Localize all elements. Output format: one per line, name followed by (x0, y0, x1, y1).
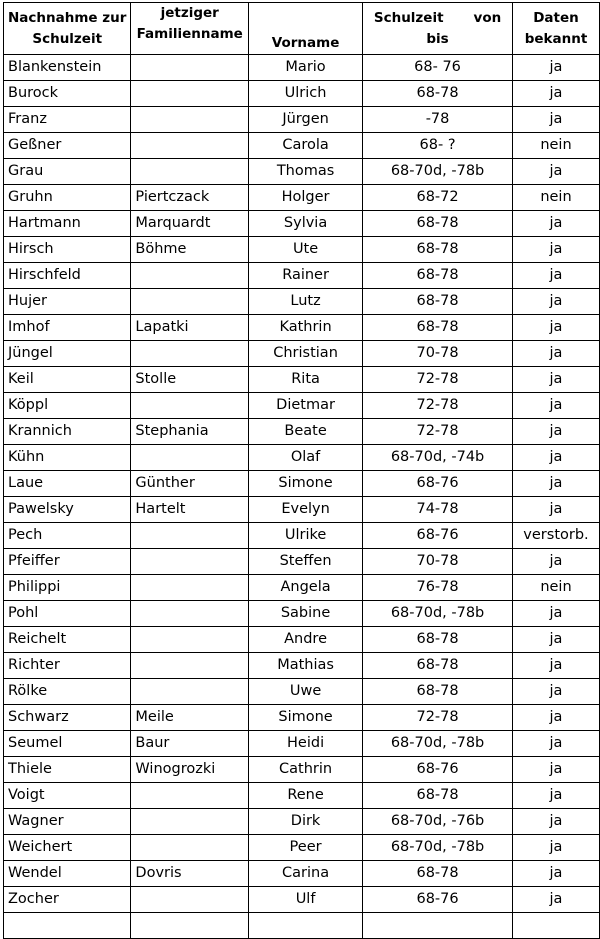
cell-current-name: Stephania (131, 419, 249, 445)
cell-data-known: ja (512, 341, 599, 367)
table-body (4, 55, 600, 939)
cell-school-time: 68-70d, -78b (363, 731, 513, 757)
table-row (4, 315, 600, 341)
cell-current-name (131, 653, 249, 679)
cell-last-name: Thiele (4, 757, 131, 783)
cell-data-known: ja (512, 471, 599, 497)
cell-school-time: 68-78 (363, 679, 513, 705)
cell-current-name (131, 263, 249, 289)
cell-current-name (131, 627, 249, 653)
cell-data-known: ja (512, 367, 599, 393)
header-school-time-line1 (367, 8, 508, 29)
cell-data-known: ja (512, 159, 599, 185)
cell-current-name (131, 549, 249, 575)
cell-current-name: Böhme (131, 237, 249, 263)
cell-school-time: 68-70d, -76b (363, 809, 513, 835)
cell-last-name: Rölke (4, 679, 131, 705)
cell-data-known: nein (512, 133, 599, 159)
cell-current-name (131, 809, 249, 835)
table-row (4, 731, 600, 757)
cell-last-name: Jüngel (4, 341, 131, 367)
cell-first-name: Ute (249, 237, 363, 263)
cell-first-name: Rainer (249, 263, 363, 289)
cell-data-known: ja (512, 211, 599, 237)
cell-last-name: Köppl (4, 393, 131, 419)
cell-school-time: 74-78 (363, 497, 513, 523)
table-row (4, 861, 600, 887)
cell-school-time: 68-70d, -78b (363, 601, 513, 627)
cell-first-name: Heidi (249, 731, 363, 757)
cell-school-time: 68-70d, -78b (363, 159, 513, 185)
header-row (4, 3, 600, 55)
table-row (4, 367, 600, 393)
table-row (4, 289, 600, 315)
cell-last-name: Pohl (4, 601, 131, 627)
cell-data-known: nein (512, 185, 599, 211)
header-current-name-line2: Familienname (136, 26, 243, 42)
cell-current-name: Baur (131, 731, 249, 757)
cell-first-name: Peer (249, 835, 363, 861)
cell-first-name: Sabine (249, 601, 363, 627)
cell-first-name: Dirk (249, 809, 363, 835)
table-row (4, 887, 600, 913)
cell-last-name: Wagner (4, 809, 131, 835)
cell-current-name: Meile (131, 705, 249, 731)
cell-first-name: Christian (249, 341, 363, 367)
cell-last-name: Pech (4, 523, 131, 549)
cell-last-name: Blankenstein (4, 55, 131, 81)
table-row (4, 419, 600, 445)
table-row (4, 211, 600, 237)
header-current-name-line1: jetziger (160, 5, 219, 21)
cell-last-name: Gruhn (4, 185, 131, 211)
cell-school-time: -78 (363, 107, 513, 133)
table-row (4, 653, 600, 679)
cell-data-known: ja (512, 263, 599, 289)
cell-school-time: 68-78 (363, 263, 513, 289)
table-row (4, 263, 600, 289)
header-last-name (4, 3, 131, 55)
cell-current-name (131, 55, 249, 81)
table-row (4, 705, 600, 731)
table-row (4, 497, 600, 523)
table-row (4, 55, 600, 81)
cell-current-name (131, 107, 249, 133)
cell-current-name (131, 133, 249, 159)
cell-data-known: ja (512, 835, 599, 861)
cell-current-name (131, 445, 249, 471)
cell-school-time: 68- ? (363, 133, 513, 159)
header-school-time-label: Schulzeit (373, 9, 444, 26)
cell-school-time: 68-78 (363, 289, 513, 315)
cell-school-time: 68-76 (363, 887, 513, 913)
cell-first-name: Carola (249, 133, 363, 159)
cell-school-time: 72-78 (363, 419, 513, 445)
cell-last-name: Hujer (4, 289, 131, 315)
table-row (4, 627, 600, 653)
table-row (4, 809, 600, 835)
cell-school-time: 68-78 (363, 627, 513, 653)
cell-last-name: Keil (4, 367, 131, 393)
cell-first-name: Andre (249, 627, 363, 653)
cell-school-time: 68- 76 (363, 55, 513, 81)
cell-first-name: Rita (249, 367, 363, 393)
cell-first-name: Rene (249, 783, 363, 809)
header-data-known (512, 3, 599, 55)
cell-last-name: Weichert (4, 835, 131, 861)
cell-first-name: Steffen (249, 549, 363, 575)
header-data-known-line1: Daten (533, 9, 579, 26)
cell-last-name: Reichelt (4, 627, 131, 653)
cell-school-time: 70-78 (363, 341, 513, 367)
table-row (4, 133, 600, 159)
cell-current-name (131, 159, 249, 185)
cell-last-name: Seumel (4, 731, 131, 757)
table-row (4, 549, 600, 575)
cell-data-known: ja (512, 757, 599, 783)
cell-first-name: Olaf (249, 445, 363, 471)
cell-school-time: 68-76 (363, 471, 513, 497)
cell-first-name: Lutz (249, 289, 363, 315)
header-last-name-line1: Nachnahme zur (8, 9, 127, 26)
table-row (4, 81, 600, 107)
cell-school-time: 72-78 (363, 367, 513, 393)
cell-data-known: ja (512, 497, 599, 523)
table-row (4, 575, 600, 601)
cell-current-name (131, 887, 249, 913)
cell-school-time: 68-78 (363, 653, 513, 679)
header-school-time-to: bis (426, 30, 449, 47)
cell-data-known: ja (512, 783, 599, 809)
table-row (4, 445, 600, 471)
header-last-name-line2: Schulzeit (32, 30, 103, 47)
cell-first-name: Mathias (249, 653, 363, 679)
cell-data-known: ja (512, 55, 599, 81)
table-row (4, 159, 600, 185)
cell-school-time: 68-78 (363, 861, 513, 887)
table-row (4, 835, 600, 861)
cell-school-time: 68-78 (363, 237, 513, 263)
cell-school-time: 68-72 (363, 185, 513, 211)
header-data-known-line2: bekannt (524, 30, 588, 47)
cell-current-name: Stolle (131, 367, 249, 393)
cell-current-name (131, 523, 249, 549)
cell-current-name (131, 601, 249, 627)
header-school-time (363, 3, 513, 55)
cell-current-name (131, 835, 249, 861)
cell-first-name: Angela (249, 575, 363, 601)
cell-current-name (131, 679, 249, 705)
table-row (4, 601, 600, 627)
cell-first-name: Ulf (249, 887, 363, 913)
cell-data-known: ja (512, 627, 599, 653)
table-row (4, 679, 600, 705)
cell-data-known: ja (512, 315, 599, 341)
cell-last-name: Pfeiffer (4, 549, 131, 575)
cell-data-known: ja (512, 731, 599, 757)
cell-data-known: ja (512, 705, 599, 731)
cell-last-name: Imhof (4, 315, 131, 341)
cell-school-time: 68-78 (363, 783, 513, 809)
cell-data-known: ja (512, 81, 599, 107)
cell-last-name: Laue (4, 471, 131, 497)
cell-first-name: Ulrike (249, 523, 363, 549)
cell-first-name (249, 913, 363, 939)
table-row (4, 341, 600, 367)
cell-school-time: 68-70d, -78b (363, 835, 513, 861)
cell-school-time: 68-78 (363, 211, 513, 237)
cell-first-name: Cathrin (249, 757, 363, 783)
table-row (4, 237, 600, 263)
cell-current-name (131, 289, 249, 315)
table-row (4, 471, 600, 497)
cell-data-known: ja (512, 237, 599, 263)
cell-last-name: Hirsch (4, 237, 131, 263)
cell-first-name: Carina (249, 861, 363, 887)
cell-school-time: 70-78 (363, 549, 513, 575)
cell-data-known: ja (512, 809, 599, 835)
cell-data-known: ja (512, 601, 599, 627)
cell-current-name: Hartelt (131, 497, 249, 523)
cell-current-name (131, 81, 249, 107)
cell-last-name: Hartmann (4, 211, 131, 237)
cell-last-name: Schwarz (4, 705, 131, 731)
cell-data-known: ja (512, 653, 599, 679)
cell-last-name: Hirschfeld (4, 263, 131, 289)
table-row (4, 783, 600, 809)
cell-school-time: 68-78 (363, 81, 513, 107)
cell-data-known: ja (512, 107, 599, 133)
cell-last-name: Wendel (4, 861, 131, 887)
cell-first-name: Holger (249, 185, 363, 211)
cell-current-name: Dovris (131, 861, 249, 887)
cell-data-known: ja (512, 289, 599, 315)
cell-last-name: Kühn (4, 445, 131, 471)
cell-last-name (4, 913, 131, 939)
cell-current-name (131, 783, 249, 809)
cell-data-known: verstorb. (512, 523, 599, 549)
cell-first-name: Kathrin (249, 315, 363, 341)
header-school-time-from: von (473, 9, 502, 26)
cell-first-name: Jürgen (249, 107, 363, 133)
cell-first-name: Uwe (249, 679, 363, 705)
cell-school-time: 68-78 (363, 315, 513, 341)
table-row (4, 523, 600, 549)
table-row (4, 107, 600, 133)
cell-data-known: ja (512, 887, 599, 913)
cell-first-name: Sylvia (249, 211, 363, 237)
cell-data-known: ja (512, 419, 599, 445)
cell-first-name: Evelyn (249, 497, 363, 523)
cell-last-name: Franz (4, 107, 131, 133)
header-first-name: Vorname (249, 3, 363, 55)
cell-data-known: nein (512, 575, 599, 601)
cell-last-name: Grau (4, 159, 131, 185)
cell-current-name (131, 341, 249, 367)
cell-school-time: 68-70d, -74b (363, 445, 513, 471)
class-list-table (3, 2, 600, 939)
cell-first-name: Ulrich (249, 81, 363, 107)
cell-current-name (131, 393, 249, 419)
cell-current-name: Piertczack (131, 185, 249, 211)
cell-first-name: Dietmar (249, 393, 363, 419)
cell-school-time: 72-78 (363, 393, 513, 419)
cell-last-name: Philippi (4, 575, 131, 601)
cell-data-known (512, 913, 599, 939)
cell-current-name: Marquardt (131, 211, 249, 237)
cell-school-time (363, 913, 513, 939)
cell-current-name (131, 913, 249, 939)
table-row (4, 913, 600, 939)
table-row (4, 393, 600, 419)
cell-data-known: ja (512, 445, 599, 471)
cell-last-name: Zocher (4, 887, 131, 913)
cell-school-time: 68-76 (363, 757, 513, 783)
cell-last-name: Burock (4, 81, 131, 107)
header-current-name (131, 3, 249, 55)
cell-current-name: Günther (131, 471, 249, 497)
cell-school-time: 68-76 (363, 523, 513, 549)
cell-first-name: Beate (249, 419, 363, 445)
cell-last-name: Richter (4, 653, 131, 679)
cell-last-name: Krannich (4, 419, 131, 445)
cell-last-name: Geßner (4, 133, 131, 159)
cell-current-name: Winogrozki (131, 757, 249, 783)
cell-current-name (131, 575, 249, 601)
cell-school-time: 72-78 (363, 705, 513, 731)
table-header (4, 3, 600, 55)
table-row (4, 757, 600, 783)
cell-first-name: Mario (249, 55, 363, 81)
cell-data-known: ja (512, 549, 599, 575)
cell-first-name: Thomas (249, 159, 363, 185)
cell-current-name: Lapatki (131, 315, 249, 341)
cell-first-name: Simone (249, 705, 363, 731)
cell-first-name: Simone (249, 471, 363, 497)
cell-school-time: 76-78 (363, 575, 513, 601)
cell-data-known: ja (512, 679, 599, 705)
cell-last-name: Pawelsky (4, 497, 131, 523)
cell-data-known: ja (512, 393, 599, 419)
table-row (4, 185, 600, 211)
cell-last-name: Voigt (4, 783, 131, 809)
cell-data-known: ja (512, 861, 599, 887)
